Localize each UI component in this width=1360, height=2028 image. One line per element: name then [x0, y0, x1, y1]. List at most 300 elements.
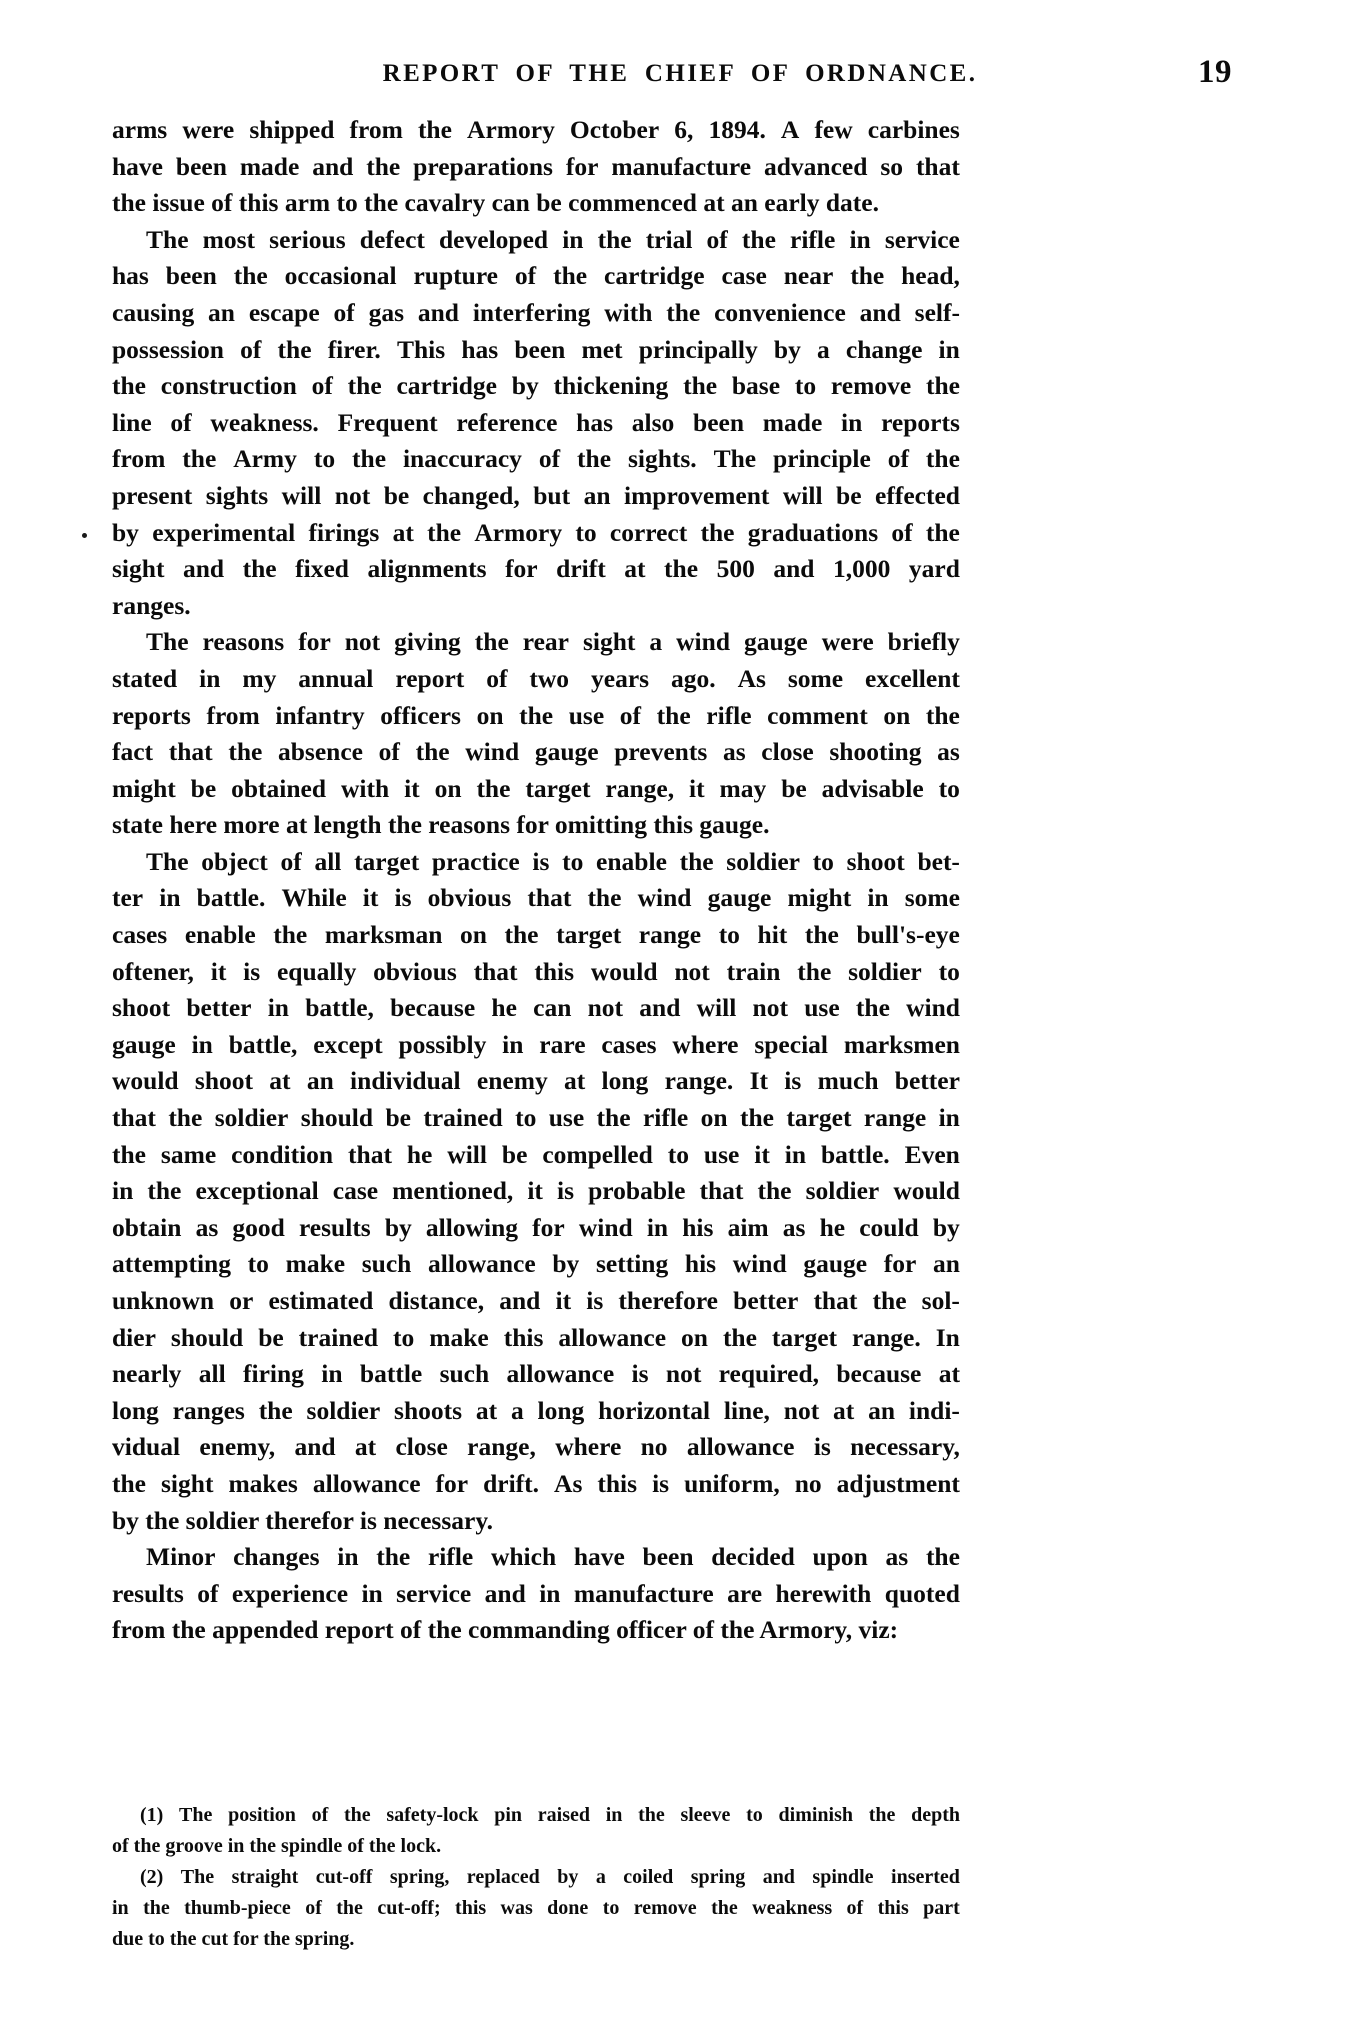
text-line — [112, 185, 960, 222]
line-word: from — [349, 115, 403, 144]
line-word: This — [396, 334, 446, 364]
line-word: to — [812, 846, 834, 876]
line-word: shipped — [249, 115, 335, 144]
line-text: state here more at length the reasons for omitting this gauge. — [112, 810, 770, 840]
line-word: the — [577, 444, 612, 474]
line-word: possession — [112, 334, 224, 364]
text-line — [112, 1320, 960, 1357]
text-line — [112, 149, 960, 186]
text-line — [112, 1173, 960, 1210]
footnote — [112, 1862, 960, 1955]
line-word: occasional — [284, 261, 397, 291]
line-text: of the groove in the spindle of the lock. — [112, 1835, 442, 1857]
line-word: rifle — [427, 1542, 474, 1572]
line-word: for — [435, 1468, 469, 1498]
margin-speck — [82, 533, 87, 538]
text-line — [112, 258, 960, 295]
paragraph — [112, 222, 960, 625]
line-word: can — [533, 993, 572, 1023]
line-word: effected — [875, 480, 960, 510]
line-word: have — [573, 1542, 625, 1572]
line-word: is — [631, 1359, 649, 1389]
line-word: trial — [645, 224, 693, 254]
line-word: sights. — [627, 444, 697, 474]
line-word: this — [503, 1322, 544, 1352]
line-word: sight — [112, 554, 165, 584]
line-word: it — [527, 1176, 543, 1206]
line-word: near — [783, 261, 834, 291]
line-word: target — [556, 920, 622, 950]
line-word: remove — [830, 371, 912, 401]
line-word: fact — [112, 737, 154, 767]
line-word: the — [722, 1322, 757, 1352]
line-word: alignments — [367, 554, 487, 584]
line-word: enable — [184, 920, 256, 950]
text-line — [112, 1356, 960, 1393]
line-word: The — [713, 444, 757, 474]
line-word: my — [242, 663, 277, 693]
line-word: preparations — [413, 151, 553, 181]
line-word: equally — [276, 956, 357, 986]
line-word: results — [112, 1578, 184, 1608]
text-line — [112, 588, 960, 625]
line-word: inserted — [891, 1866, 960, 1888]
line-word: unknown — [112, 1286, 215, 1315]
line-word: October — [569, 115, 660, 144]
text-line — [112, 880, 960, 917]
line-word: a — [595, 1866, 606, 1888]
line-word: by — [112, 517, 139, 547]
line-word: years — [591, 663, 650, 693]
line-word: no — [794, 1468, 822, 1498]
line-word: an — [868, 1395, 896, 1425]
line-word: of — [280, 846, 302, 876]
line-word: wind — [906, 993, 960, 1023]
line-word: which — [490, 1542, 557, 1572]
line-word: of — [486, 663, 508, 693]
line-word: object — [201, 846, 268, 876]
line-word: soldier — [805, 1176, 880, 1206]
line-word: and — [762, 1866, 795, 1888]
line-word: may — [719, 773, 767, 803]
text-line — [112, 1246, 960, 1283]
text-line — [112, 1063, 960, 1100]
line-word: principle — [773, 444, 871, 474]
text-line — [112, 734, 960, 771]
line-word: been — [642, 1542, 694, 1572]
line-word: long — [537, 1395, 585, 1425]
line-word: to — [938, 956, 960, 986]
line-word: cut-off — [315, 1866, 373, 1888]
line-word: cut-off; — [377, 1897, 441, 1919]
line-word: is — [813, 1432, 831, 1462]
line-word: sight — [582, 627, 636, 657]
line-text: due to the cut for the spring. — [112, 1928, 355, 1950]
line-word: the — [855, 993, 890, 1023]
line-word: mentioned, — [392, 1176, 514, 1206]
line-word: coiled — [623, 1866, 674, 1888]
line-word: would — [893, 1176, 960, 1206]
line-word: adjustment — [836, 1468, 960, 1498]
line-word: soldier — [726, 846, 800, 876]
line-word: that — [112, 1103, 156, 1133]
line-word: the — [112, 371, 146, 401]
line-word: target — [786, 1103, 852, 1133]
line-word: the — [679, 846, 714, 876]
line-word: by — [511, 371, 539, 401]
line-word: rifle — [790, 224, 836, 254]
line-word: gauge — [744, 627, 808, 657]
line-word: In — [935, 1322, 960, 1352]
line-word: shoot — [194, 1066, 254, 1096]
line-text: the issue of this arm to the cavalry can be commenced at an early date. — [112, 188, 879, 218]
line-word: of — [619, 700, 642, 730]
text-line — [112, 441, 960, 478]
line-word: correct — [609, 517, 688, 547]
line-word: reports — [881, 407, 960, 437]
line-word: the — [587, 883, 622, 913]
line-word: the — [638, 1804, 665, 1826]
line-word: shoots — [394, 1395, 463, 1425]
line-word: at — [392, 517, 414, 547]
line-word: allowance — [428, 1249, 536, 1279]
line-word: of — [170, 407, 192, 437]
line-word: weakness. — [210, 407, 319, 437]
line-word: be — [383, 480, 410, 510]
line-word: not — [674, 956, 710, 986]
line-word: could — [859, 1212, 919, 1242]
line-word: and — [484, 1578, 526, 1608]
line-word: his — [682, 1212, 714, 1242]
line-word: in — [784, 1139, 807, 1169]
line-word: close — [395, 1432, 448, 1462]
line-word: the — [228, 737, 263, 767]
line-word: wind — [578, 1212, 633, 1242]
line-word: decided — [711, 1542, 795, 1572]
line-word: better — [894, 1066, 960, 1096]
text-line — [112, 1893, 960, 1924]
line-word: to — [718, 920, 740, 950]
line-word: of — [240, 334, 262, 364]
line-word: of — [311, 1804, 329, 1826]
line-word: The — [180, 1866, 215, 1888]
line-word: (2) — [140, 1866, 164, 1888]
line-word: on — [434, 773, 462, 803]
line-word: the — [925, 444, 960, 474]
line-word: the — [147, 1176, 182, 1206]
line-word: allowance — [506, 1359, 615, 1389]
line-word: giving — [394, 627, 461, 657]
line-word: makes — [228, 1468, 298, 1498]
line-word: his — [684, 1249, 717, 1279]
line-word: not — [344, 627, 381, 657]
line-word: the — [277, 334, 312, 364]
page-title: REPORT OF THE CHIEF OF ORDNANCE. — [382, 60, 978, 87]
line-word: rifle — [642, 1103, 689, 1133]
line-word: the — [797, 956, 832, 986]
line-word: be — [836, 480, 862, 510]
line-word: weakness — [752, 1897, 833, 1919]
line-word: bull's-eye — [856, 920, 960, 950]
line-word: arms — [112, 115, 168, 144]
line-word: 1894. — [708, 115, 766, 144]
line-word: for — [532, 1212, 565, 1242]
line-word: battle, — [305, 993, 374, 1023]
line-word: convenience — [714, 297, 846, 327]
line-word: might — [787, 883, 852, 913]
line-word: use — [804, 993, 840, 1023]
line-word: such — [361, 1249, 412, 1279]
line-word: met — [581, 334, 623, 364]
line-word: A — [780, 115, 800, 144]
line-word: sol- — [921, 1286, 960, 1315]
line-word: for — [298, 627, 331, 657]
line-word: be — [190, 773, 217, 803]
line-word: shoot — [112, 993, 171, 1023]
line-word: in — [841, 407, 863, 437]
line-word: to — [602, 1897, 620, 1919]
footnote — [112, 1800, 960, 1862]
line-word: all — [198, 1359, 226, 1389]
line-word: the — [112, 1139, 146, 1169]
line-word: good — [232, 1212, 285, 1242]
line-word: of — [891, 517, 913, 547]
line-word: allowance — [686, 1432, 795, 1462]
line-word: the — [415, 737, 450, 767]
line-word: As — [737, 663, 766, 693]
line-word: on — [883, 700, 911, 730]
line-word: advanced — [764, 151, 868, 181]
line-word: compelled — [542, 1139, 653, 1169]
text-line — [112, 807, 960, 844]
line-word: is — [652, 1468, 670, 1498]
line-word: the — [925, 517, 960, 547]
line-word: absence — [278, 737, 363, 767]
line-word: therefore — [618, 1286, 718, 1315]
line-word: thickening — [553, 371, 669, 401]
line-word: of — [887, 444, 909, 474]
line-word: in — [321, 1359, 343, 1389]
line-word: of — [333, 297, 355, 327]
line-word: ago. — [671, 663, 716, 693]
line-word: Even — [904, 1139, 960, 1169]
line-word: will — [782, 480, 823, 510]
line-word: the — [258, 1395, 293, 1425]
line-word: cases — [601, 1029, 657, 1059]
line-word: for — [505, 554, 538, 584]
line-word: the — [804, 920, 839, 950]
line-word: The — [146, 627, 189, 657]
text-line — [112, 771, 960, 808]
line-word: in — [267, 993, 289, 1023]
line-word: trained — [423, 1103, 503, 1133]
line-word: by — [384, 1212, 412, 1242]
line-text: ranges. — [112, 590, 191, 620]
line-word: necessary, — [850, 1432, 960, 1462]
line-word: setting — [595, 1249, 669, 1279]
line-word: marksman — [324, 920, 443, 950]
line-word: the — [741, 224, 776, 254]
line-word: from — [112, 444, 166, 474]
line-word: in — [337, 1542, 359, 1572]
line-word: not — [752, 993, 788, 1023]
line-word: reference — [456, 407, 558, 437]
line-word: aim — [727, 1212, 769, 1242]
line-word: briefly — [887, 627, 960, 657]
line-word: the — [417, 115, 452, 144]
line-word: that — [348, 1139, 392, 1169]
line-word: Frequent — [337, 407, 438, 437]
line-word: thumb-piece — [184, 1897, 291, 1919]
line-word: on — [459, 920, 487, 950]
line-word: inaccuracy — [402, 444, 522, 474]
line-word: in — [938, 334, 960, 364]
line-word: battle. — [196, 883, 266, 913]
line-word: some — [904, 883, 960, 913]
line-word: to — [562, 846, 584, 876]
line-word: the — [739, 1103, 774, 1133]
text-line — [112, 1210, 960, 1247]
line-word: long — [601, 1066, 649, 1096]
text-line — [112, 1466, 960, 1503]
line-word: the — [476, 773, 511, 803]
line-word: at — [833, 1395, 855, 1425]
text-line — [112, 405, 960, 442]
line-word: experience — [231, 1578, 349, 1608]
line-word: and — [294, 1432, 336, 1462]
line-word: reasons — [202, 627, 285, 657]
line-word: firer. — [327, 334, 381, 364]
line-word: remove — [633, 1897, 697, 1919]
line-word: the — [596, 1103, 631, 1133]
line-word: it — [210, 956, 227, 986]
line-word: of — [197, 1578, 219, 1608]
text-line — [112, 990, 960, 1027]
line-word: in — [605, 1804, 623, 1826]
running-head — [0, 54, 1360, 94]
line-word: the — [504, 920, 539, 950]
line-word: that — [168, 737, 213, 767]
line-word: range, — [467, 1432, 536, 1462]
line-word: and — [859, 297, 901, 327]
line-word: obtain — [112, 1212, 182, 1242]
text-line — [112, 661, 960, 698]
line-word: has — [576, 407, 614, 437]
line-word: is — [243, 956, 261, 986]
line-word: the — [366, 151, 401, 181]
line-word: to — [313, 444, 336, 474]
line-word: an — [932, 1249, 960, 1279]
line-word: a — [649, 627, 663, 657]
line-word: the — [336, 1897, 363, 1919]
text-line — [112, 1393, 960, 1430]
text-line — [112, 1283, 960, 1320]
line-word: it — [689, 773, 705, 803]
line-word: as — [937, 737, 960, 767]
line-word: this — [455, 1897, 487, 1919]
line-word: at — [269, 1066, 291, 1096]
line-word: the — [664, 554, 699, 584]
line-word: was — [500, 1897, 533, 1919]
line-word: Army — [233, 444, 297, 474]
line-word: special — [754, 1029, 828, 1059]
line-word: not — [665, 1359, 702, 1389]
line-word: better — [186, 993, 252, 1023]
line-word: soldier — [306, 1395, 381, 1425]
line-word: a — [510, 1395, 524, 1425]
line-word: make — [285, 1249, 346, 1279]
line-word: the — [343, 1804, 371, 1826]
line-word: to — [392, 1322, 415, 1352]
line-word: the — [925, 700, 960, 730]
line-word: dier — [112, 1322, 156, 1352]
line-word: wind — [465, 737, 520, 767]
line-word: of — [706, 224, 728, 254]
line-word: bet- — [917, 846, 960, 876]
line-text: by the soldier therefor is necessary. — [112, 1505, 494, 1535]
line-word: shooting — [829, 737, 922, 767]
line-word: that — [915, 151, 960, 181]
line-word: that — [473, 956, 518, 986]
line-word: interfering — [472, 297, 591, 327]
line-word: been — [693, 407, 745, 437]
line-word: to — [938, 773, 960, 803]
line-word: fixed — [295, 554, 349, 584]
paragraph — [112, 112, 960, 222]
text-line — [112, 698, 960, 735]
line-word: make — [429, 1322, 489, 1352]
line-word: the — [376, 1542, 411, 1572]
line-word: will — [696, 993, 737, 1023]
text-line — [112, 222, 960, 259]
paragraph — [112, 624, 960, 844]
line-word: vidual — [112, 1432, 181, 1462]
line-word: changed, — [422, 480, 520, 510]
line-word: at — [564, 1066, 586, 1096]
line-word: the — [925, 1542, 960, 1572]
line-word: straight — [231, 1866, 299, 1888]
text-line — [112, 1576, 960, 1613]
line-word: required, — [718, 1359, 820, 1389]
line-word: not — [783, 1395, 820, 1425]
line-word: the — [347, 371, 382, 401]
line-word: to — [515, 1103, 537, 1133]
line-word: is — [784, 1066, 802, 1096]
text-line — [112, 954, 960, 991]
line-word: be — [781, 773, 807, 803]
line-word: the — [112, 1468, 146, 1498]
text-line — [112, 1924, 960, 1955]
line-word: practice — [431, 846, 520, 876]
line-word: is — [557, 1176, 575, 1206]
line-word: been — [175, 151, 227, 181]
line-word: sights — [205, 480, 269, 510]
line-word: The — [179, 1804, 213, 1826]
line-word: might — [112, 773, 176, 803]
line-word: raised — [537, 1804, 590, 1826]
line-word: line, — [723, 1395, 770, 1425]
line-text: from the appended report of the commanding officer of the Armory, viz: — [112, 1615, 899, 1645]
line-word: spring, — [389, 1866, 450, 1888]
line-word: would — [590, 956, 658, 986]
line-word: has — [461, 334, 499, 364]
line-word: where — [555, 1432, 622, 1462]
line-word: construction — [160, 371, 297, 401]
line-word: should — [300, 1103, 374, 1133]
line-word: It — [749, 1066, 768, 1096]
line-word: enemy, — [199, 1432, 276, 1462]
line-word: hit — [757, 920, 788, 950]
